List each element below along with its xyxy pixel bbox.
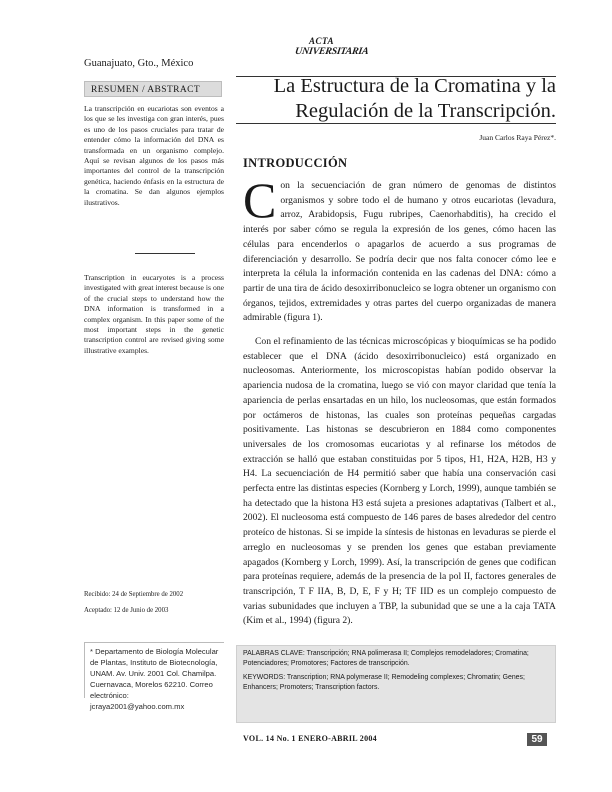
paragraph-1 — [243, 172, 556, 326]
abstract-english: Transcription in eucaryotes is a process investigated with great interest because is one of the crucial steps to understand how the DNA information is transformed in a complex organism. In this paper some of the most important steps in the genetic transcription control are revised giving some illustrative examples. — [84, 273, 224, 355]
keywords-english: KEYWORDS: Transcription; RNA polymerase II; Remodeling complexes; Chromatin; Genes; Enhancers; Promoters; Transcription factors. — [243, 674, 525, 691]
title-bottom-rule — [236, 123, 556, 124]
keywords-spanish: PALABRAS CLAVE: Transcripción; RNA polimerasa II; Complejos remodeladores; Cromatina; Potenciadores; Promotores; Factores de transcripción. — [243, 650, 529, 667]
drop-cap: C — [243, 172, 277, 228]
dates-block — [84, 587, 224, 619]
keywords-box — [236, 645, 556, 723]
received-date: Recibido: 24 de Septiembre de 2002 — [84, 591, 184, 598]
author: Juan Carlos Raya Pérez*. — [479, 133, 556, 142]
page-number: 59 — [527, 733, 547, 746]
paragraph-1-text: on la secuenciación de gran número de genomas de distintos organismos y sobre todo el de humano y otros eucariotas (levadura, arroz, Arabidopsis, Fugu rubripes, Caenorhabditis), ha crecido el interés por saber cómo se regula la expresión de los genes, cómo hacen las células para encenderlos o apagarlos de acuerdo a sus programas de diferenciación y desarrollo. Se podría decir que nos falta conocer cómo lee e interpreta la célula la información contenida en las cadenas del DNA: cómo a partir de una tira de ácido desoxirribonucleico se logra obtener un organismo con órganos, tejidos, extremidades y otras partes del cuerpo organizadas de manera admirable (figura 1). — [243, 180, 556, 324]
paragraph-2: Con el refinamiento de las técnicas microscópicas y bioquímicas se ha podido establecer que el DNA (ácido desoxirribonucleico) está organizado en nucleosomas. Anteriormente, los microscopistas habían podido observar la apariencia nudosa de la cromatina, luego se vió con mayor claridad que tenía la apariencia de perlas ensartadas en un hilo, los nucleosomas, que están formados por octámeros de histonas, las cuales son proteínas pequeñas cargadas positivamente. Las histonas se descubrieron en 1884 como componentes universales de los cromosomas eucariotas y al refinarse los métodos de extracción se halló que estaban constituidas por 5 tipos, H1, H2A, H2B, H3 y H4. La secuenciación de H4 permitió saber que había una conservación casi perfecta entre las distintas especies (Kornberg y Lorch, 1999), aunque también se ha detectado que la histona H3 está sujeta a presiones adaptativas (Talbert et al., 2002). El nucleosoma está compuesto de 146 pares de bases alrededor del centro proteíco de histonas. Si se impide la síntesis de histonas en levaduras se pierde el arreglo en nucleosomas y se prenden los genes que estaban previamente apagados (Kornberg y Lorch, 1999). Así, la transcripción de genes que codifican para proteínas requiere, además de la presencia de la pol II, factores generales de transcripción, T F IIA, B, D, E, F y H; TF IID es un complejo compuesto de varias subunidades que incluyen a TBP, la subunidad que se une a la caja TATA (Kim et al., 1994) (figura 2). — [243, 336, 556, 627]
footer-issue: VOL. 14 No. 1 ENERO-ABRIL 2004 — [243, 734, 377, 743]
body-text — [243, 172, 556, 629]
logo-line2: UNIVERSITARIA — [294, 46, 370, 57]
section-heading: INTRODUCCIÓN — [243, 156, 348, 170]
header-location: Guanajuato, Gto., México — [84, 58, 194, 69]
abstract-tab: RESUMEN / ABSTRACT — [84, 81, 222, 97]
affiliation-note: * Departamento de Biología Molecular de Plantas, Instituto de Biotecnología, UNAM. Av. Univ. 2001 Col. Chamilpa. Cuernavaca, Morelos 62210. Correo electrónico: jcraya2001@yahoo.com.mx — [84, 642, 224, 698]
article-title: La Estructura de la Cromatina y la Regulación de la Transcripción. — [273, 75, 556, 122]
accepted-date: Aceptado: 12 de Junio de 2003 — [84, 607, 169, 614]
journal-logo — [294, 36, 370, 76]
abstract-spanish: La transcripción en eucariotas son eventos a los que se les investiga con gran interés, pues es uno de los pasos cruciales para tratar de entender cómo la información del DNA es transformada en un organismo complejo. Aquí se revisan algunos de los pasos más importantes del control de la transcripción genética, haciendo énfasis en la estructura de la cromatina. Se dan algunos ejemplos ilustrativos. — [84, 104, 224, 207]
abstract-divider — [135, 253, 195, 254]
logo-line1: ACTA — [309, 36, 335, 46]
